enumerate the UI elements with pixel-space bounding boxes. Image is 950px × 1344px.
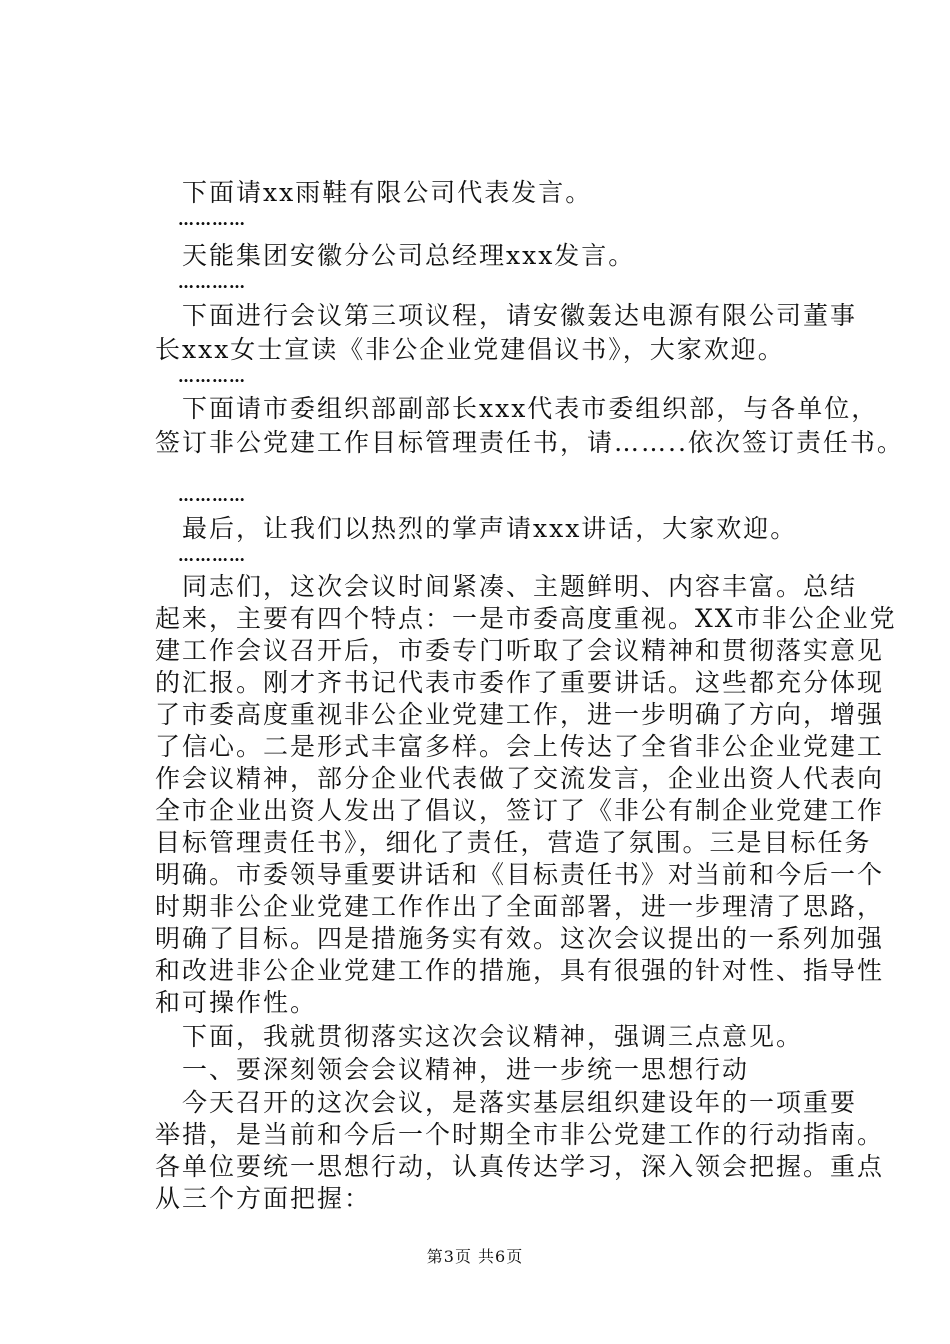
text-line: 建工作会议召开后，市委专门听取了会议精神和贯彻落实意见 bbox=[155, 636, 885, 665]
text-line: 今天召开的这次会议，是落实基层组织建设年的一项重要 bbox=[155, 1088, 858, 1117]
text-line: 作会议精神，部分企业代表做了交流发言，企业出资人代表向 bbox=[155, 764, 885, 793]
text-line: 从三个方面把握： bbox=[155, 1184, 372, 1213]
text-line: 下面进行会议第三项议程，请安徽轰达电源有限公司董事 bbox=[155, 301, 858, 330]
ellipsis-line: ………… bbox=[178, 367, 246, 386]
text-line: 举措，是当前和今后一个时期全市非公党建工作的行动指南。 bbox=[155, 1120, 885, 1149]
text-line: 了信心。二是形式丰富多样。会上传达了全省非公企业党建工 bbox=[155, 732, 885, 761]
text-line: 一、要深刻领会会议精神，进一步统一思想行动 bbox=[155, 1055, 750, 1084]
text-line: 明确了目标。四是措施务实有效。这次会议提出的一系列加强 bbox=[155, 924, 885, 953]
text-line: 的汇报。刚才齐书记代表市委作了重要讲话。这些都充分体现 bbox=[155, 668, 885, 697]
text-line: 了市委高度重视非公企业党建工作，进一步明确了方向，增强 bbox=[155, 700, 885, 729]
text-line: 明确。市委领导重要讲话和《目标责任书》对当前和今后一个 bbox=[155, 860, 885, 889]
text-line: 目标管理责任书》，细化了责任，营造了氛围。三是目标任务 bbox=[155, 828, 872, 857]
text-line: 同志们，这次会议时间紧凑、主题鲜明、内容丰富。总结 bbox=[155, 572, 858, 601]
text-line: 时期非公企业党建工作作出了全面部署，进一步理清了思路， bbox=[155, 892, 885, 921]
text-line: 下面请市委组织部副部长xxx代表市委组织部，与各单位， bbox=[155, 394, 879, 423]
text-line: 全市企业出资人发出了倡议，签订了《非公有制企业党建工作 bbox=[155, 796, 885, 825]
ellipsis-line: ………… bbox=[178, 486, 246, 505]
ellipsis-line: ………… bbox=[178, 210, 246, 229]
text-line: 和改进非公企业党建工作的措施，具有很强的针对性、指导性 bbox=[155, 956, 885, 985]
text-line: 最后，让我们以热烈的掌声请xxx讲话，大家欢迎。 bbox=[155, 514, 798, 543]
text-line: 签订非公党建工作目标管理责任书，请……..依次签订责任书。 bbox=[155, 428, 904, 457]
text-line: 各单位要统一思想行动，认真传达学习，深入领会把握。重点 bbox=[155, 1152, 885, 1181]
page-footer: 第3页 共6页 bbox=[426, 1247, 524, 1266]
text-line: 下面，我就贯彻落实这次会议精神，强调三点意见。 bbox=[155, 1022, 804, 1051]
text-line: 天能集团安徽分公司总经理xxx发言。 bbox=[155, 241, 636, 270]
text-line: 下面请xx雨鞋有限公司代表发言。 bbox=[155, 178, 593, 207]
ellipsis-line: ………… bbox=[178, 273, 246, 292]
text-line: 和可操作性。 bbox=[155, 988, 318, 1017]
text-line: 长xxx女士宣读《非公企业党建倡议书》，大家欢迎。 bbox=[155, 335, 785, 364]
text-line: 起来，主要有四个特点：一是市委高度重视。XX市非公企业党 bbox=[155, 604, 897, 633]
ellipsis-line: ………… bbox=[178, 546, 246, 565]
